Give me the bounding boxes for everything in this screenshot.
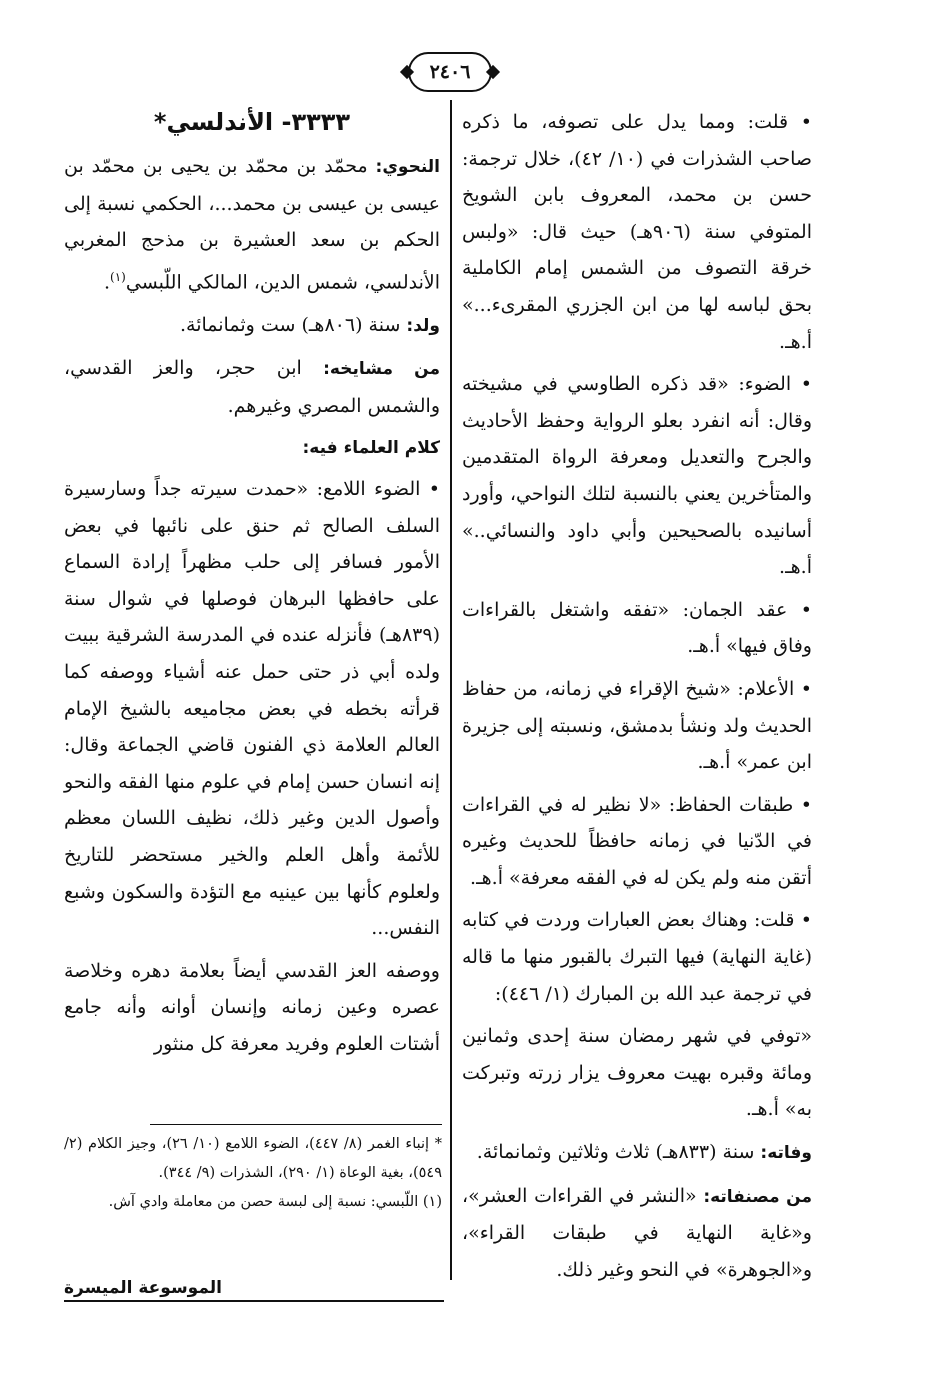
footer-rule (64, 1300, 444, 1302)
page-number: ٢٤٠٦ (408, 52, 492, 92)
nahwi-text: محمّد بن محمّد بن يحيى بن محمّد بن عيسى بن عيسى بن محمد...، الحكمي نسبة إلى الحكم بن سعد العشيرة بن مذحج المغربي الأندلسي، شمس الدين، المالكي اللّبسي (64, 155, 440, 294)
paragraph: • الضوء: «قد ذكره الطاوسي في مشيخته وقال: أنه انفرد بعلو الرواية وحفظ الأحاديث والجرح والتعديل ومعرفة الرواة المتقدمين والمتأخرين يعني بالنسبة لتلك النواحي، وأورد أسانيده بالصحيحين وأبي داود والنسائي..» أ.هـ. (462, 373, 812, 579)
qudsi-paragraph: ووصفه العز القدسي أيضاً بعلامة دهره وخلاصة عصره وعين زمانه وإنسان أوانه وأنه جامع أشتات العلوم وفريد معرفة كل منثور (64, 959, 440, 1055)
paragraph: • طبقات الحفاظ: «لا نظير له في القراءات في الدّنيا في زمانه حافظاً للحديث وغيره أتقن منه ولم يكن له في الفقه معرفة» أ.هـ. (462, 793, 812, 889)
paragraph: «توفي في شهر رمضان سنة إحدى وثمانين ومائة وقبره بهيت معروف يزار زرته وتبركت به» أ.هـ. (462, 1025, 812, 1121)
teachers-paragraph (64, 350, 440, 424)
entry-title: ٣٣٣٣- الأندلسي* (153, 108, 351, 136)
born-label: ولد: (406, 315, 440, 336)
nahwi-paragraph: النحوي: محمّد بن محمّد بن يحيى بن محمّد بن عيسى بن عيسى بن محمد...، الحكمي نسبة إلى الحكم بن سعد العشيرة بن مذحج المغربي الأندلسي، شمس الدين، المالكي اللّبسي$^{(١)}$. (64, 155, 440, 294)
footnote-1: (١) اللّبسي: نسبة إلى لبسة حصن من معاملة وادي آش. (108, 1194, 442, 1210)
footnote-ref: (١) (110, 269, 126, 284)
works-label: من مصنفاته: (703, 1186, 812, 1207)
column-divider (450, 100, 452, 1280)
death-text: سنة (٨٣٣هـ) ثلاث وثلاثين وثمانمائة. (476, 1141, 755, 1164)
paragraph: • عقد الجمان: «تفقه واشتغل بالقراءات وفاق فيها» أ.هـ. (462, 598, 812, 658)
daw-paragraph: • الضوء اللامع: «حمدت سيرته جداً وسارسيرة السلف الصالح ثم حنق على نائبها في بعض الأمور فسافر إلى حلب مظهراً إرادة السماع على حافظها البرهان فوصلها في شوال سنة (٨٣٩هـ) فأنزله عنده في المدرسة الشرقية ببيت ولده أبي ذر حتى حمل عنه أشياء ووصفه كما قرأته بخطه في بعض مجاميعه بالشيخ الإمام العالم العلامة ذي الفنون قاضي الجماعة وقال: إنه انسان حسن إمام في علوم منها الفقه والنحو وأصول الدين وغير ذلك، نظيف اللسان معظم للأئمة وأهل العلم والخير مستحضر للتاريخ ولعلوم كأنها بين عينيه مع التؤدة والسكون وشبع النفس... (64, 478, 440, 940)
works-paragraph (462, 1178, 812, 1289)
born-text: سنة (٨٠٦هـ) ست وثمانمائة. (179, 313, 401, 336)
works-text: «النشر في القراءات العشر»، و«غاية النهاية في طبقات القراء»، و«الجوهرة» في النحو وغير ذلك. (462, 1184, 812, 1281)
left-column (64, 104, 440, 1069)
nahwi-label: النحوي: (375, 157, 440, 177)
footer-title: الموسوعة الميسرة (64, 1278, 222, 1298)
teachers-label: من مشايخه: (323, 359, 440, 380)
death-paragraph (462, 1134, 812, 1172)
footnote-separator (150, 1124, 442, 1125)
paragraph: • الأعلام: «شيخ الإقراء في زمانه، من حفاظ الحديث ولد ونشأ بدمشق، ونسبته إلى جزيرة ابن عمر» أ.هـ. (462, 677, 812, 774)
right-column (462, 104, 812, 1294)
teachers-text: ابن حجر، والعز القدسي، والشمس المصري وغيرهم. (64, 357, 440, 417)
born-paragraph (64, 307, 440, 345)
death-label: وفاته: (760, 1143, 812, 1164)
footnotes (64, 1130, 442, 1217)
paragraph: • قلت: ومما يدل على تصوفه، ما ذكره صاحب الشذرات في (١٠/ ٤٢)، خلال ترجمة: حسن بن محمد، المعروف بابن الشويخ المتوفي سنة (٩٠٦هـ) حيث قال: «ولبس خرقة التصوف من الشمس إمام الكاملية بحق لباسه لها من ابن الجزري المقرىء...» أ.هـ. (462, 111, 813, 353)
footnote-star: * إنباء الغمر (٨/ ٤٤٧)، الضوء اللامع (١٠/ ٢٦)، وجيز الكلام (٢/ ٥٤٩)، بغية الوعاة (١/ ٢٩٠)، الشذرات (٩/ ٣٤٤). (64, 1136, 443, 1181)
paragraph: • قلت: وهناك بعض العبارات وردت في كتابه (غاية النهاية) فيها التبرك بالقبور منها ما قاله في ترجمة عبد الله بن المبارك (١/ ٤٤٦): (462, 909, 812, 1005)
scholars-heading: كلام العلماء فيه: (302, 438, 440, 459)
